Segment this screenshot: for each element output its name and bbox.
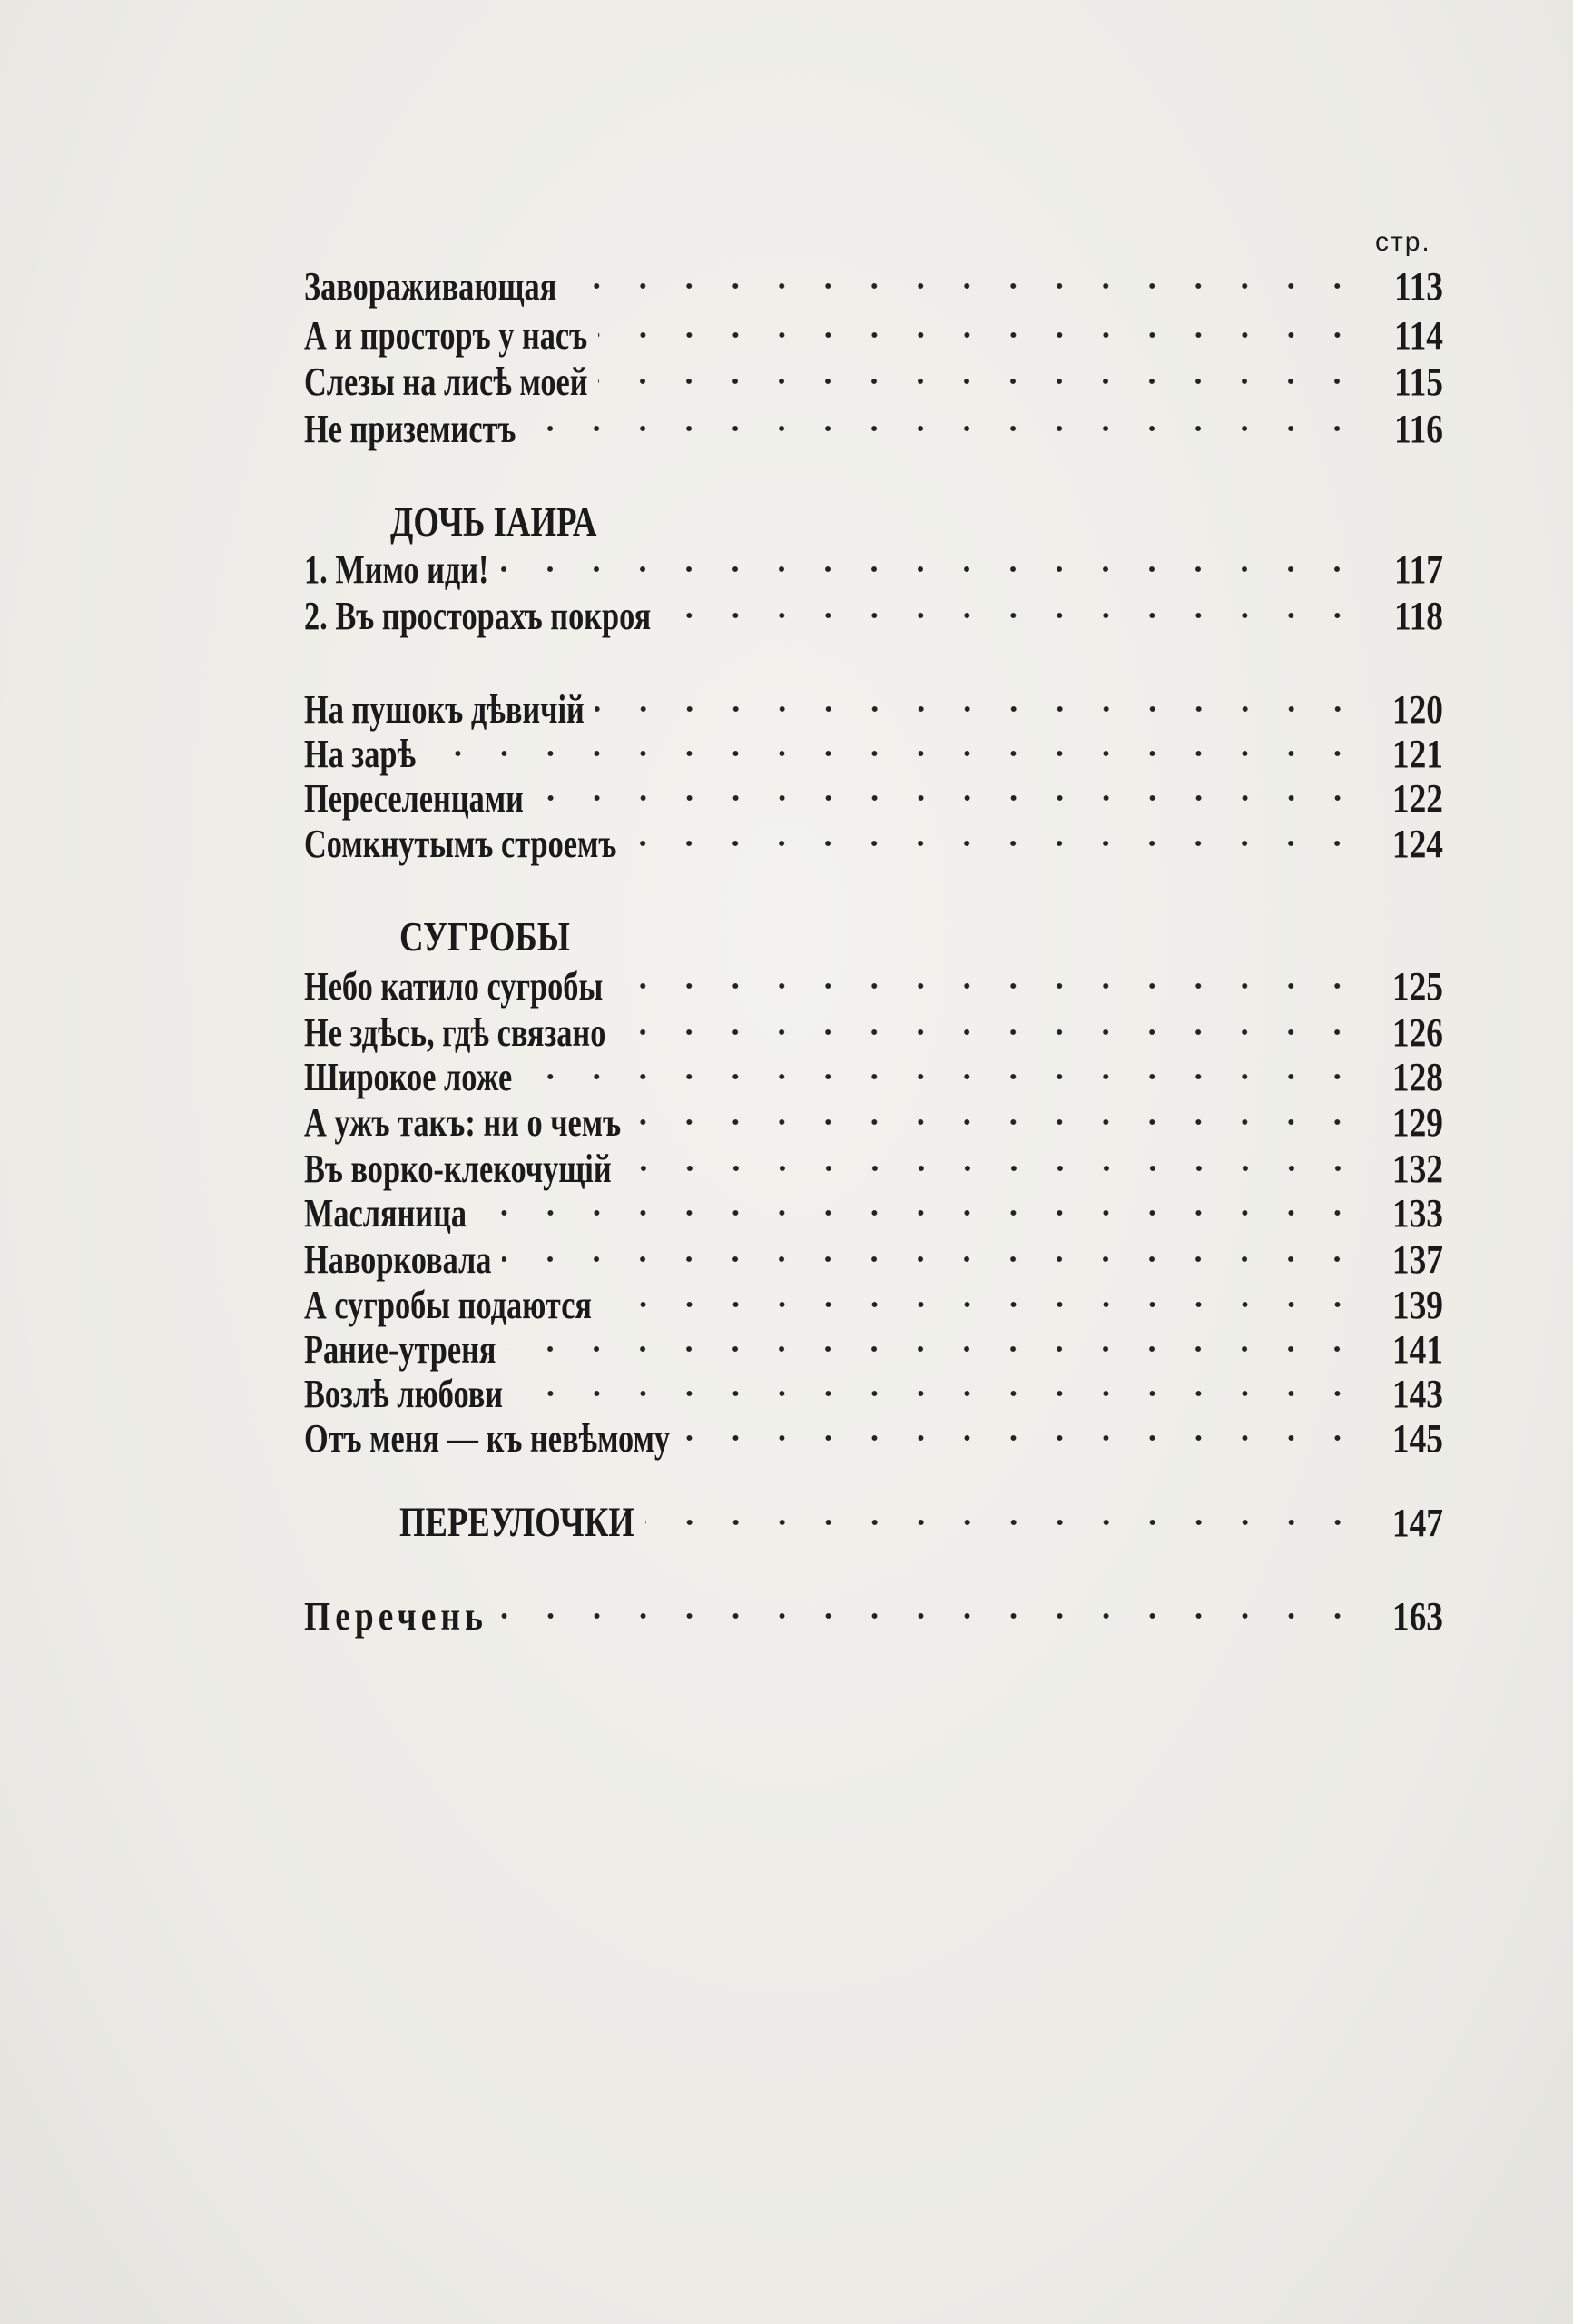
dot-leader [632,1099,1364,1145]
entry-title: А сугробы подаются [304,1282,592,1327]
entry-page-number: 141 [1391,1326,1443,1372]
entry-page-number: 115 [1393,359,1443,404]
dot-leader [603,1282,1364,1327]
toc-entry [304,1593,1443,1639]
entry-title: На зарѣ [304,731,417,776]
entry-page-number: 120 [1391,686,1443,732]
entry-title: ПЕРЕУЛОЧКИ [399,1499,634,1546]
entry-page-number: 137 [1391,1236,1443,1282]
entry-title: Возлѣ любови [304,1371,504,1416]
dot-leader [595,686,1364,732]
dot-leader [627,821,1364,866]
entry-page-number: 116 [1393,406,1443,451]
entry-page-number: 133 [1391,1190,1443,1236]
entry-title: Не приземистъ [304,406,516,451]
entry-title: Завораживающая [304,263,557,309]
entry-title: Сомкнутымъ строемъ [304,821,617,866]
entry-title: А и просторъ у насъ [304,312,588,358]
dot-leader [427,731,1364,776]
toc-entry [399,1500,1443,1545]
toc-entry [304,963,1443,1009]
dot-leader [616,1009,1364,1055]
entry-page-number: 132 [1391,1146,1443,1191]
page-column-label: стр. [1375,227,1431,257]
toc-entry [304,263,1443,309]
toc-entry [304,686,1443,732]
entry-title: А ужъ такъ: ни о чемъ [304,1099,622,1145]
toc-entry [304,1054,1443,1099]
toc-entry [304,1236,1443,1282]
entry-title: 1. Мимо иди! [304,547,489,592]
dot-leader [535,775,1364,821]
entry-page-number: 122 [1391,775,1443,821]
entry-title: 2. Въ просторахъ покроя [304,593,652,638]
entry-page-number: 147 [1391,1500,1443,1545]
entry-page-number: 163 [1391,1593,1443,1639]
section-heading: СУГРОБЫ [399,913,570,960]
entry-page-number: 118 [1393,593,1443,638]
dot-leader [598,312,1364,358]
entry-page-number: 129 [1391,1099,1443,1145]
entry-title: Слезы на лисѣ моей [304,359,588,404]
dot-leader [502,1236,1364,1282]
entry-title: Отъ меня — къ невѣмому [304,1415,671,1461]
entry-page-number: 113 [1393,263,1443,309]
toc-entry [304,1326,1443,1372]
toc-entry [304,1415,1443,1461]
dot-leader [681,1415,1364,1461]
toc-entry [304,1371,1443,1416]
entry-page-number: 126 [1391,1009,1443,1055]
dot-leader [623,1146,1364,1191]
toc-entry [304,312,1443,358]
toc-entry [304,1190,1443,1236]
dot-leader [526,406,1364,451]
entry-title: Небо катило сугробы [304,963,604,1009]
entry-page-number: 125 [1391,963,1443,1009]
entry-page-number: 124 [1391,821,1443,866]
dot-leader [506,1326,1364,1372]
dot-leader [523,1054,1364,1099]
entry-title: Наворковала [304,1236,492,1282]
entry-page-number: 114 [1393,312,1443,358]
entry-page-number: 139 [1391,1282,1443,1327]
toc-entry [304,775,1443,821]
dot-leader [645,1500,1364,1545]
toc-entry [304,1146,1443,1191]
entry-title: Широкое ложе [304,1054,513,1099]
toc-entry [304,821,1443,866]
toc-entry [304,406,1443,451]
dot-leader [662,593,1364,638]
dot-leader [614,963,1364,1009]
entry-title: Не здѣсь, гдѣ связано [304,1009,606,1055]
toc-entry [304,359,1443,404]
dot-leader [477,1190,1364,1236]
entry-title: Въ ворко-клекочущій [304,1146,612,1191]
dot-leader [567,263,1364,309]
toc-entry [304,547,1443,592]
toc-entry [304,1009,1443,1055]
entry-title: Перечень [304,1593,487,1639]
toc-entry [304,731,1443,776]
toc-entry [304,1099,1443,1145]
dot-leader [598,359,1364,404]
entry-title: На пушокъ дѣвичій [304,686,585,732]
dot-leader [498,1593,1364,1639]
section-heading: ДОЧЬ ІАИРА [390,498,597,545]
toc-entry [304,593,1443,638]
entry-title: Рание-утреня [304,1326,496,1372]
entry-page-number: 121 [1391,731,1443,776]
dot-leader [499,547,1364,592]
entry-page-number: 145 [1391,1415,1443,1461]
entry-page-number: 143 [1391,1371,1443,1416]
toc-entry [304,1282,1443,1327]
entry-title: Переселенцами [304,775,524,821]
entry-title: Масляница [304,1190,467,1236]
dot-leader [514,1371,1364,1416]
entry-page-number: 117 [1393,547,1443,592]
entry-page-number: 128 [1391,1054,1443,1099]
